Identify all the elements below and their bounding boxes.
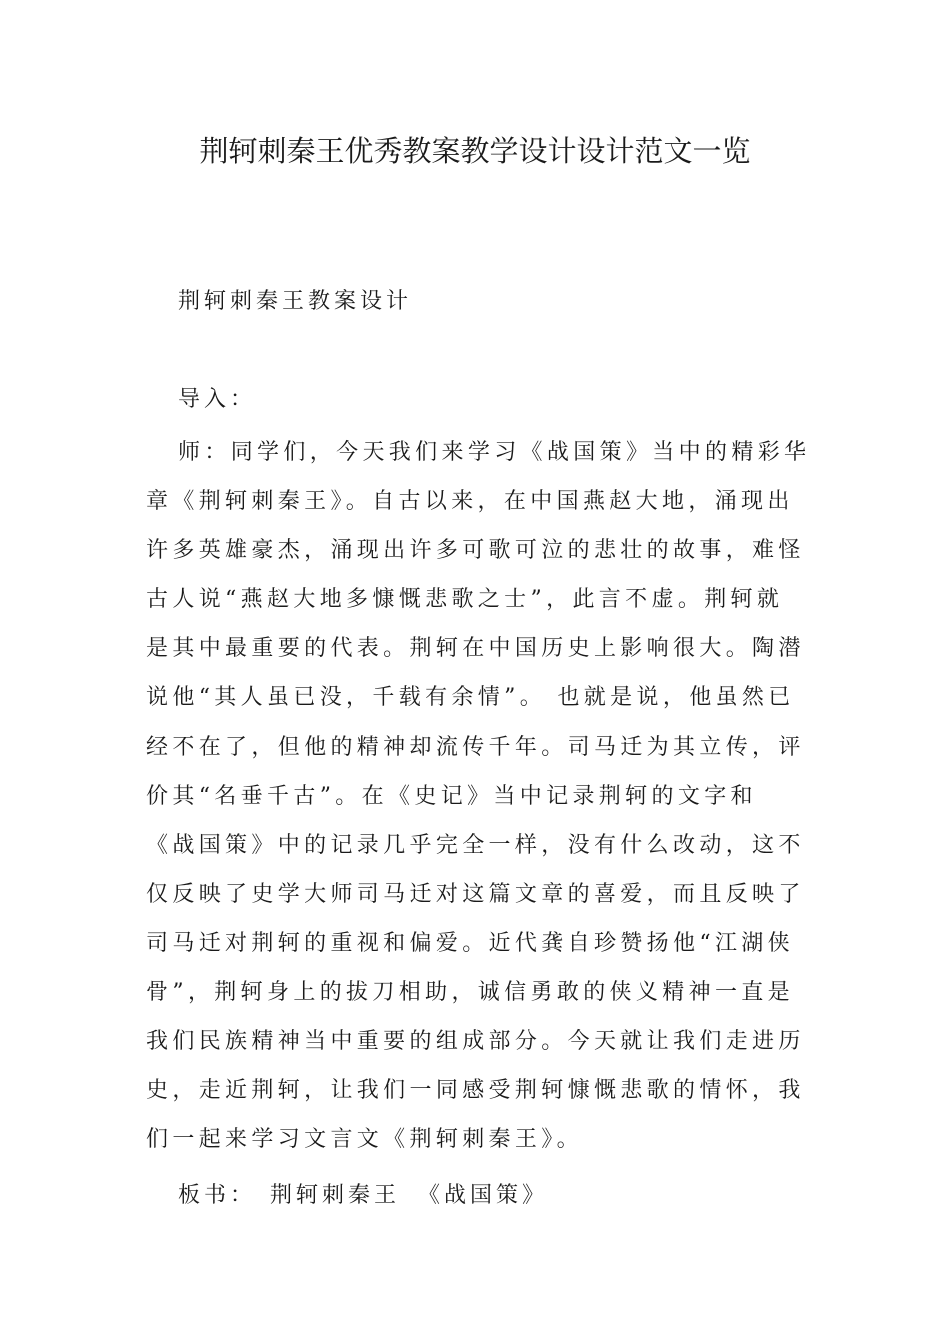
board-title: 荆轲刺秦王 (270, 1183, 401, 1208)
body-line: 说他“其人虽已没，千载有余情”。 也就是说，他虽然已 (146, 685, 795, 711)
body-line: 古人说“燕赵大地多慷慨悲歌之士”，此言不虚。荆轲就 (146, 587, 784, 613)
body-line: 是其中最重要的代表。荆轲在中国历史上影响很大。陶潜 (146, 636, 805, 662)
board-label: 板书： (178, 1183, 257, 1208)
board-source: 《战国策》 (418, 1183, 549, 1208)
body-line: 骨”，荆轲身上的拔刀相助，诚信勇敢的侠义精神一直是 (146, 980, 794, 1006)
body-line: 史，走近荆轲，让我们一同感受荆轲慷慨悲歌的情怀，我 (146, 1078, 805, 1104)
board-line (178, 1176, 548, 1216)
intro-label: 导入： (178, 387, 257, 412)
body-line: 价其“名垂千古”。在《史记》当中记录荆轲的文字和 (146, 783, 757, 809)
body-line: 师：同学们，今天我们来学习《战国策》当中的精彩华 (178, 440, 811, 465)
body-line: 我们民族精神当中重要的组成部分。今天就让我们走进历 (146, 1029, 805, 1055)
body-paragraph (146, 428, 811, 1164)
body-line: 许多英雄豪杰，涌现出许多可歌可泣的悲壮的故事，难怪 (146, 538, 805, 564)
body-line: 司马迁对荆轲的重视和偏爱。近代龚自珍赞扬他“江湖侠 (146, 930, 794, 956)
section-heading: 荆轲刺秦王教案设计 (178, 289, 413, 314)
body-line: 章《荆轲刺秦王》。自古以来，在中国燕赵大地，涌现出 (146, 489, 794, 515)
body-line: 们一起来学习文言文《荆轲刺秦王》。 (146, 1127, 583, 1153)
document-title: 荆轲刺秦王优秀教案教学设计设计范文一览 (199, 134, 751, 168)
body-line: 经不在了，但他的精神却流传千年。司马迁为其立传，评 (146, 734, 805, 760)
body-line: 仅反映了史学大师司马迁对这篇文章的喜爱，而且反映了 (146, 881, 805, 907)
body-line: 《战国策》中的记录几乎完全一样，没有什么改动，这不 (146, 832, 805, 858)
